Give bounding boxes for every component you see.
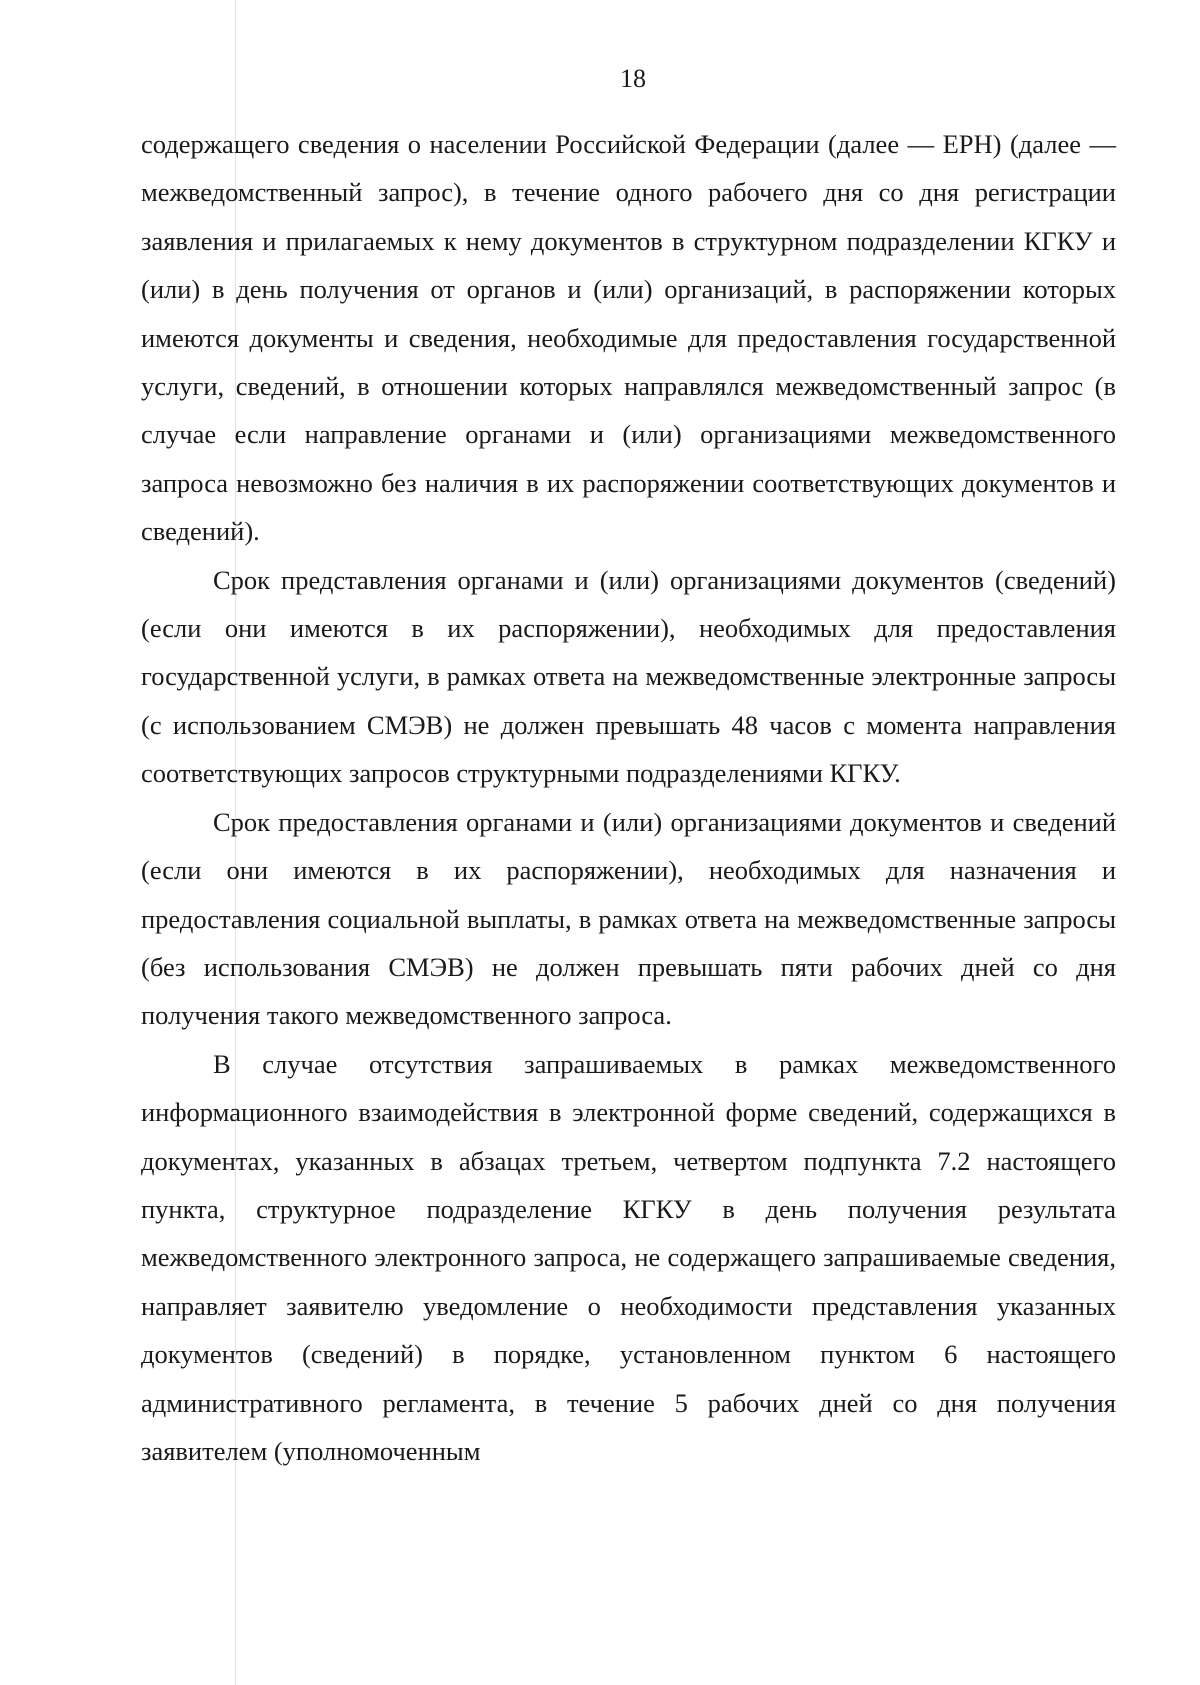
- paragraph-deadline-no-smev: Срок предоставления органами и (или) организациями документов и сведений (если они имеются в их распоряжении), необходимых для назначения и предоставления социальной выплаты, в рамках ответа на межведомственные запросы (без использования СМЭВ) не должен превышать пяти рабочих дней со дня получения такого межведомственного запроса.: [141, 806, 1116, 1031]
- document-body: [141, 120, 1116, 1475]
- paragraph-continuation: содержащего сведения о населении Российской Федерации (далее — ЕРН) (далее — межведомственный запрос), в течение одного рабочего дня со дня регистрации заявления и прилагаемых к нему документов в структурном подразделении КГКУ и (или) в день получения от органов и (или) организаций, в распоряжении которых имеются документы и сведения, необходимые для предоставления государственной услуги, сведений, в отношении которых направлялся межведомственный запрос (в случае если направление органами и (или) организациями межведомственного запроса невозможно без наличия в их распоряжении соответствующих документов и сведений).: [141, 129, 1116, 547]
- paragraph-deadline-smev: Срок представления органами и (или) организациями документов (сведений) (если они имеются в их распоряжении), необходимых для предоставления государственной услуги, в рамках ответа на межведомственные электронные запросы (с использованием СМЭВ) не должен превышать 48 часов с момента направления соответствующих запросов структурными подразделениями КГКУ.: [141, 564, 1116, 789]
- paragraph-absence-of-data: В случае отсутствия запрашиваемых в рамках межведомственного информационного взаимодействия в электронной форме сведений, содержащихся в документах, указанных в абзацах третьем, четвертом подпункта 7.2 настоящего пункта, структурное подразделение КГКУ в день получения результата межведомственного электронного запроса, не содержащего запрашиваемые сведения, направляет заявителю уведомление о необходимости представления указанных документов (сведений) в порядке, установленном пунктом 6 настоящего административного регламента, в течение 5 рабочих дней со дня получения заявителем (уполномоченным: [141, 1048, 1116, 1466]
- page-number: 18: [620, 64, 646, 93]
